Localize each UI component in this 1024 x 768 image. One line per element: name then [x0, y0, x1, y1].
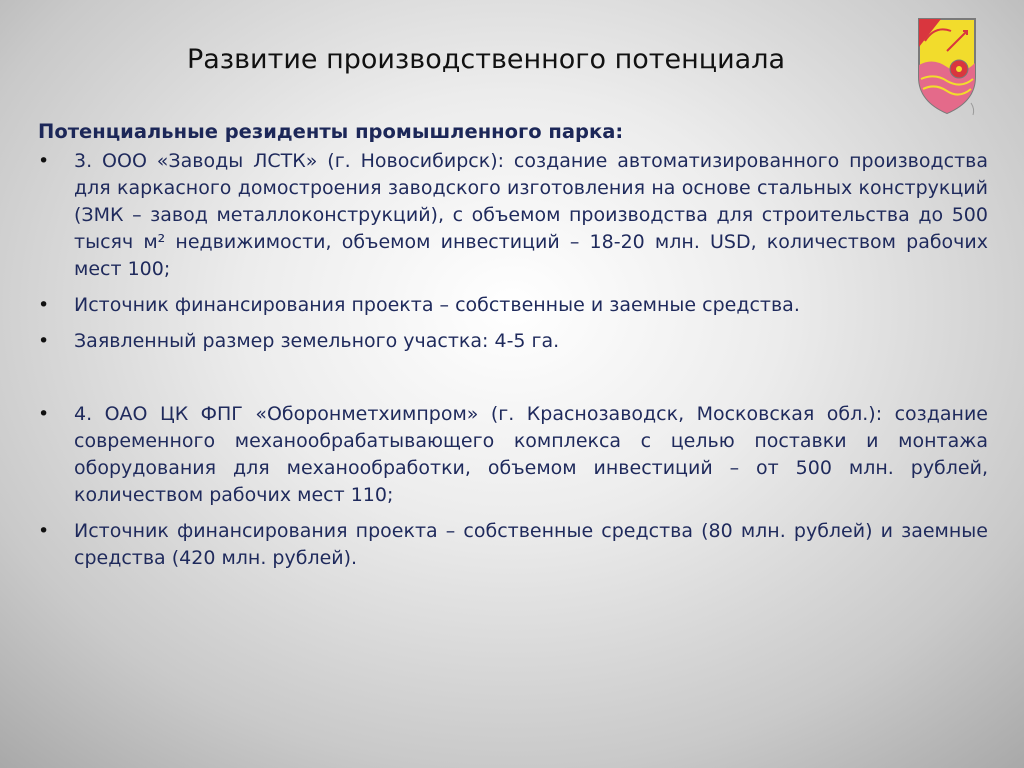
list-item: [38, 292, 988, 319]
list-item: [38, 328, 988, 355]
bullet-icon: •: [38, 150, 50, 172]
list-item: [38, 518, 988, 572]
item-text: Источник финансирования проекта – собственные средства (80 млн. рублей) и заемные средства (420 млн. рублей).: [74, 520, 988, 569]
slide-content: [38, 118, 988, 581]
item-text: Заявленный размер земельного участка: 4-5 га.: [74, 330, 560, 352]
bullet-icon: •: [38, 403, 50, 425]
bullet-icon: •: [38, 294, 50, 316]
bullet-icon: •: [38, 520, 50, 542]
subtitle: Потенциальные резиденты промышленного парка:: [38, 120, 624, 143]
coat-of-arms-icon: [917, 17, 977, 117]
item-text: Источник финансирования проекта – собственные и заемные средства.: [74, 294, 800, 316]
item-text: 4. ОАО ЦК ФПГ «Оборонметхимпром» (г. Краснозаводск, Московская обл.): создание современного механообрабатывающего комплекса с целью поставки и монтажа оборудования для механообработки, объемом инвестиций – от 500 млн. рублей, количеством рабочих мест 110;: [74, 403, 988, 506]
bullet-icon: •: [38, 330, 50, 352]
slide-title: Развитие производственного потенциала: [186, 44, 786, 75]
item-text: 3. ООО «Заводы ЛСТК» (г. Новосибирск): создание автоматизированного производства для каркасного домостроения заводского изготовления на основе стальных конструкций (ЗМК – завод металлоконструкций), с объемом производства для строительства до 500 тысяч м² недвижимости, объемом инвестиций – 18-20 млн. USD, количеством рабочих мест 100;: [74, 150, 988, 280]
list-item: [38, 401, 988, 509]
list-item: [38, 148, 988, 283]
